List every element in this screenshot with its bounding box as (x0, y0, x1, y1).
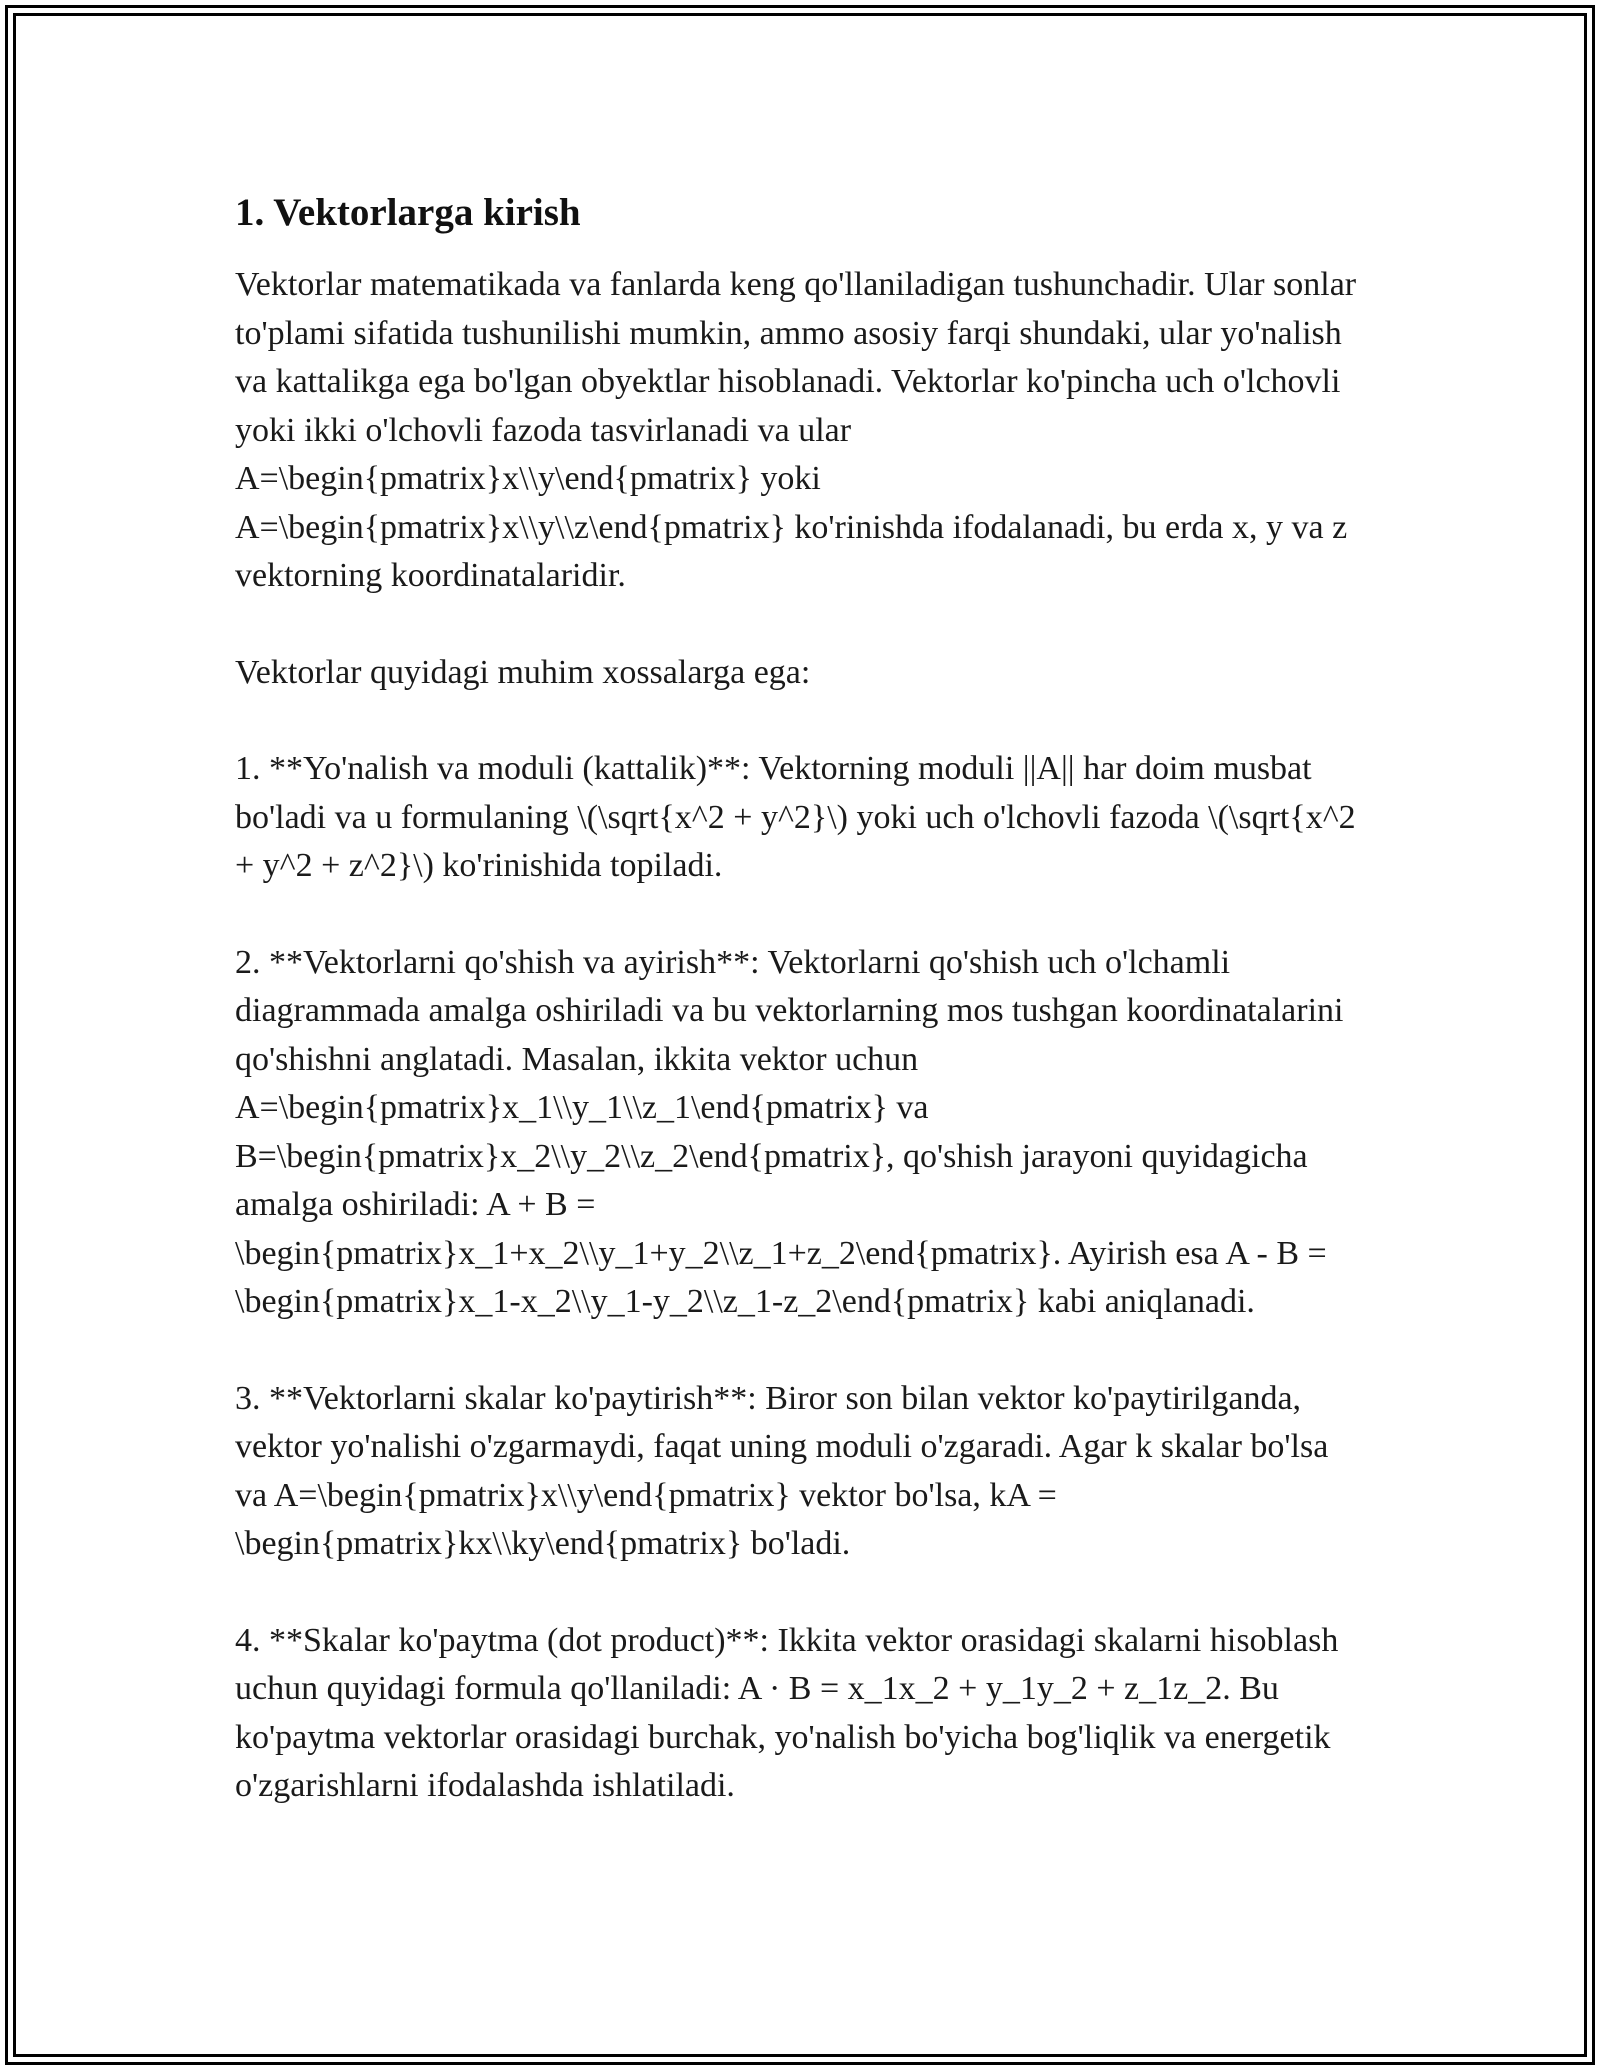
intro-paragraph: Vektorlar matematikada va fanlarda keng qo'llaniladigan tushunchadir. Ular sonlar to'plami sifatida tushunilishi mumkin, ammo asosiy farqi shundaki, ular yo'nalish va kattalikga ega bo'lgan obyektlar hisoblanadi. Vektorlar ko'pincha uch o'lchovli yoki ikki o'lchovli fazoda tasvirlanadi va ular A=\begin{pmatrix}x\\y\end{pmatrix} yoki A=\begin{pmatrix}x\\y\\z\end{pmatrix} ko'rinishda ifodalanadi, bu erda x, y va z vektorning koordinatalaridir. (235, 266, 1357, 594)
property-addition-subtraction: 2. **Vektorlarni qo'shish va ayirish**: Vektorlarni qo'shish uch o'lchamli diagrammada amalga oshiriladi va bu vektorlarning mos tushgan koordinatalarini qo'shishni anglatadi. Masalan, ikkita vektor uchun A=\begin{pmatrix}x_1\\y_1\\z_1\end{pmatrix} va B=\begin{pmatrix}x_2\\y_2\\z_2\end{pmatrix}, qo'shish jarayoni quyidagicha amalga oshiriladi: A + B = \begin{pmatrix}x_1+x_2\\y_1+y_2\\z_1+z_2\end{pmatrix}. Ayirish esa A - B = \begin{pmatrix}x_1-x_2\\y_1-y_2\\z_1-z_2\end{pmatrix} kabi aniqlanadi. (235, 943, 1344, 1320)
property-scalar-multiplication: 3. **Vektorlarni skalar ko'paytirish**: Biror son bilan vektor ko'paytirilganda, vektor yo'nalishi o'zgarmaydi, faqat uning moduli o'zgaradi. Agar k skalar bo'lsa va A=\begin{pmatrix}x\\y\end{pmatrix} vektor bo'lsa, kA = \begin{pmatrix}kx\\ky\end{pmatrix} bo'ladi. (235, 1379, 1329, 1562)
document-body (235, 185, 1365, 1859)
property-dot-product: 4. **Skalar ko'paytma (dot product)**: Ikkita vektor orasidagi skalarni hisoblash uchun quyidagi formula qo'llaniladi: A · B = x_1x_2 + y_1y_2 + z_1z_2. Bu ko'paytma vektorlar orasidagi burchak, yo'nalish bo'yicha bog'liqlik va energetik o'zgarishlarni ifodalashda ishlatiladi. (235, 1621, 1339, 1804)
section-heading: 1. Vektorlarga kirish (235, 191, 581, 234)
properties-intro: Vektorlar quyidagi muhim xossalarga ega: (235, 653, 811, 691)
property-direction-magnitude: 1. **Yo'nalish va moduli (kattalik)**: Vektorning moduli ||A|| har doim musbat bo'ladi va u formulaning \(\sqrt{x^2 + y^2}\) yoki uch o'lchovli fazoda \(\sqrt{x^2 + y^2 + z^2}\) ko'rinishida topiladi. (235, 750, 1356, 884)
